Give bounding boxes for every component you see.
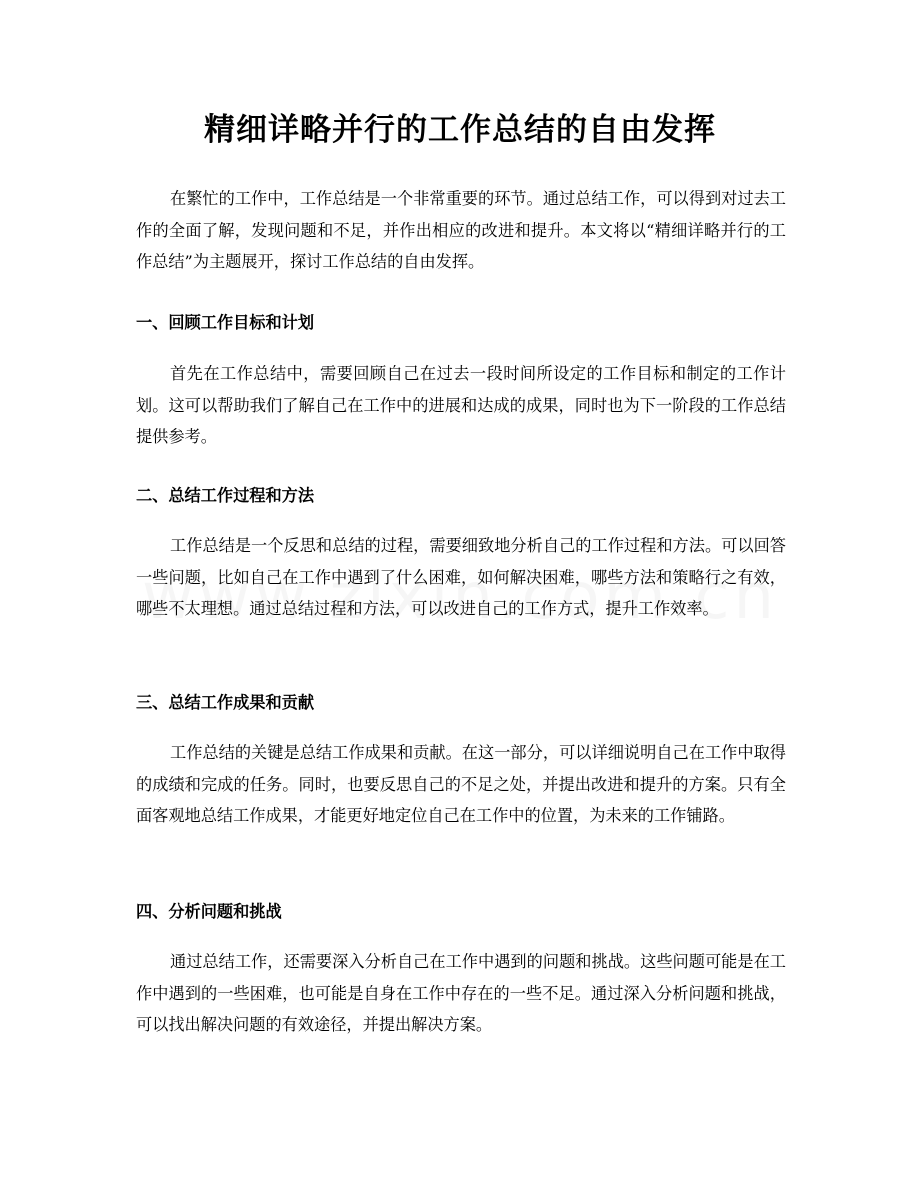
section-body-4: 通过总结工作，还需要深入分析自己在工作中遇到的问题和挑战。这些问题可能是在工作中遇到的一些困难，也可能是自身在工作中存在的一些不足。通过深入分析问题和挑战，可以找出解决问题的有效途径，并提出解决方案。 [136,952,786,1034]
section-heading-2: 二、总结工作过程和方法 [136,486,315,505]
intro-paragraph: 在繁忙的工作中，工作总结是一个非常重要的环节。通过总结工作，可以得到对过去工作的全面了解，发现问题和不足，并作出相应的改进和提升。本文将以“精细详略并行的工作总结”为主题展开，探讨工作总结的自由发挥。 [136,189,786,271]
section-body-3: 工作总结的关键是总结工作成果和贡献。在这一部分，可以详细说明自己在工作中取得的成绩和完成的任务。同时，也要反思自己的不足之处，并提出改进和提升的方案。只有全面客观地总结工作成果，才能更好地定位自己在工作中的位置，为未来的工作铺路。 [136,743,786,825]
section-heading-4: 四、分析问题和挑战 [136,902,282,921]
section-body-1: 首先在工作总结中，需要回顾自己在过去一段时间所设定的工作目标和制定的工作计划。这可以帮助我们了解自己在工作中的进展和达成的成果，同时也为下一阶段的工作总结提供参考。 [136,364,786,446]
section-heading-3: 三、总结工作成果和贡献 [136,693,315,712]
section-body-2: 工作总结是一个反思和总结的过程，需要细致地分析自己的工作过程和方法。可以回答一些问题，比如自己在工作中遇到了什么困难，如何解决困难，哪些方法和策略行之有效，哪些不太理想。通过总结过程和方法，可以改进自己的工作方式，提升工作效率。 [136,536,786,618]
section-heading-1: 一、回顾工作目标和计划 [136,313,315,332]
document-title: 精细详略并行的工作总结的自由发挥 [204,112,716,148]
